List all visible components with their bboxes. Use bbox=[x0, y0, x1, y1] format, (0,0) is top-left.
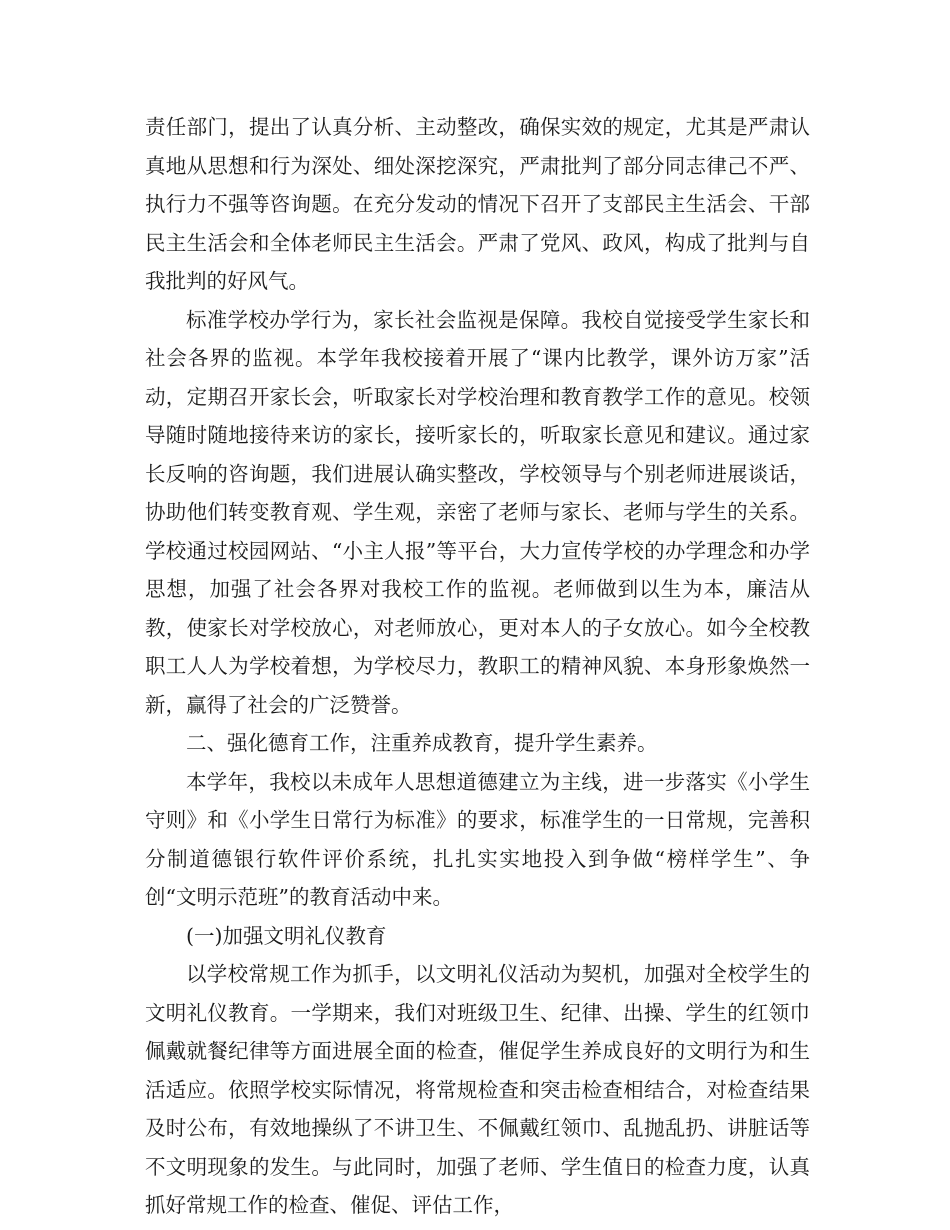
section-heading-2: 二、强化德育工作，注重养成教育，提升学生素养。 bbox=[186, 731, 658, 755]
subsection-heading-1: (一)加强文明礼仪教育 bbox=[186, 923, 387, 948]
document-body bbox=[145, 108, 810, 1225]
paragraph-4: 以学校常规工作为抓手，以文明礼仪活动为契机，加强对全校学生的文明礼仪教育。一学期来，我们对班级卫生、纪律、出操、学生的红领巾佩戴就餐纪律等方面进展全面的检查，催促学生养成良好的文明行为和生活适应。依照学校实际情况，将常规检查和突击检查相结合，对检查结果及时公布，有效地操纵了不讲卫生、不佩戴红领巾、乱抛乱扔、讲脏话等不文明现象的发生。与此同时，加强了老师、学生值日的检查力度，认真抓好常规工作的检查、催促、评估工作， bbox=[145, 962, 810, 1217]
paragraph-1: 责任部门，提出了认真分析、主动整改，确保实效的规定，尤其是严肃认真地从思想和行为深处、细处深挖深究，严肃批判了部分同志律己不严、执行力不强等咨询题。在充分发动的情况下召开了支部民主生活会、干部民主生活会和全体老师民主生活会。严肃了党风、政风，构成了批判与自我批判的好风气。 bbox=[145, 115, 810, 293]
paragraph-3: 本学年，我校以未成年人思想道德建立为主线，进一步落实《小学生守则》和《小学生日常行为标准》的要求，标准学生的一日常规，完善积分制道德银行软件评价系统，扎扎实实地投入到争做“榜样学生”、争创“文明示范班”的教育活动中来。 bbox=[145, 769, 810, 909]
paragraph-2: 标准学校办学行为，家长社会监视是保障。我校自觉接受学生家长和社会各界的监视。本学年我校接着开展了“课内比教学，课外访万家”活动，定期召开家长会，听取家长对学校治理和教育教学工作的意见。校领导随时随地接待来访的家长，接听家长的，听取家长意见和建议。通过家长反响的咨询题，我们进展认确实整改，学校领导与个别老师进展谈话，协助他们转变教育观、学生观，亲密了老师与家长、老师与学生的关系。学校通过校园网站、“小主人报”等平台，大力宣传学校的办学理念和办学思想，加强了社会各界对我校工作的监视。老师做到以生为本，廉洁从教，使家长对学校放心，对老师放心，更对本人的子女放心。如今全校教职工人人为学校着想，为学校尽力，教职工的精神风貌、本身形象焕然一新，赢得了社会的广泛赞誉。 bbox=[145, 307, 810, 717]
